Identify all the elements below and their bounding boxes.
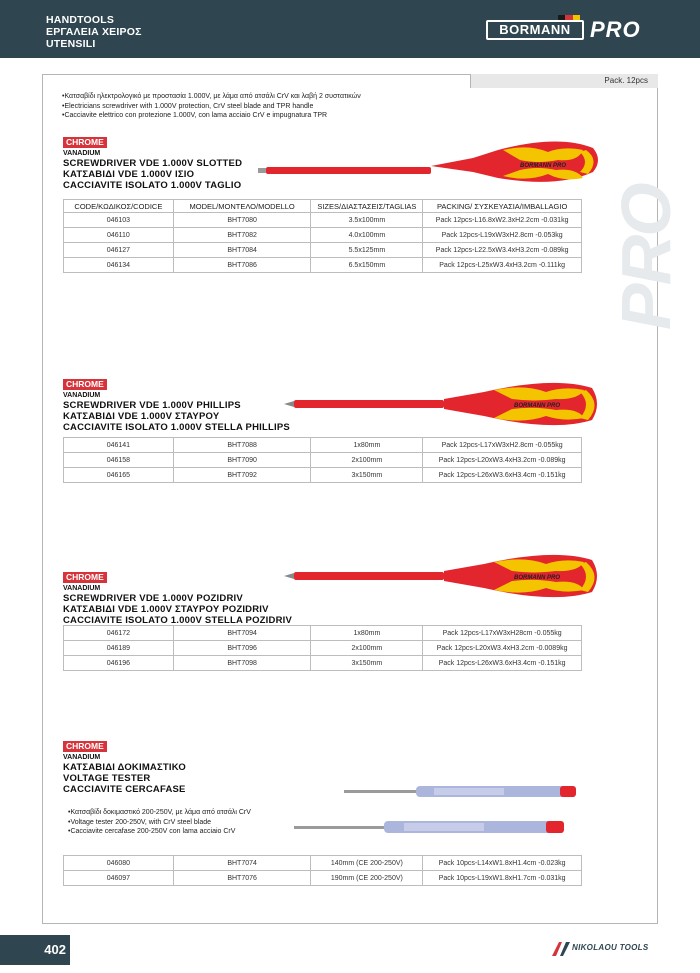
category-title-en: HANDTOOLS [46,14,115,26]
cell-size: 3.5x100mm [311,213,423,228]
cell-packing: Pack 12pcs-L19xW3xH2.8cm -0.053kg [423,228,582,243]
cell-code: 046141 [64,438,174,453]
cell-size: 190mm (CE 200-250V) [311,871,423,886]
brand-name: BORMANN [486,20,584,40]
brand-suffix: PRO [590,17,641,42]
section-title: VOLTAGE TESTER [63,773,151,784]
section-title: ΚΑΤΣΑΒΙΔΙ VDE 1.000V ΙΣΙΟ [63,169,195,180]
table-row [64,228,582,243]
intro-bullets [62,92,361,121]
cell-packing: Pack 12pcs-L25xW3.4xH3.2cm -0.111kg [423,258,582,273]
intro-bullet: • Κατσαβίδι ηλεκτρολογικό με προστασία 1.000V, με λάμα από ατσάλι CrV και λαβή 2 συστατικών [62,92,361,102]
cell-size: 3x150mm [311,468,423,483]
col-code: CODE/ΚΩΔΙΚΟΣ/CODICE [64,200,174,213]
cell-packing: Pack 12pcs-L17xW3xH28cm -0.055kg [423,626,582,641]
cell-packing: Pack 12pcs-L22.5xW3.4xH3.2cm -0.089kg [423,243,582,258]
voltage-tester-image [294,772,594,842]
cell-code: 046158 [64,453,174,468]
section-title: CACCIAVITE ISOLATO 1.000V TAGLIO [63,180,242,191]
cell-size: 3x150mm [311,656,423,671]
section-title: SCREWDRIVER VDE 1.000V SLOTTED [63,158,243,169]
section-pozidriv [63,567,292,626]
cell-code: 046172 [64,626,174,641]
cell-size: 4.0x100mm [311,228,423,243]
cell-code: 046196 [64,656,174,671]
tester-bullets [68,808,251,837]
cell-packing: Pack 10pcs-L19xW1.8xH1.7cm -0.031kg [423,871,582,886]
section-title: SCREWDRIVER VDE 1.000V POZIDRIV [63,593,243,604]
slotted-screwdriver-image [258,130,603,198]
cell-model: BHT7094 [173,626,311,641]
cell-packing: Pack 12pcs-L20xW3.4xH3.2cm -0.0089kg [423,641,582,656]
handle-brand: BORMANN PRO [514,403,560,409]
vanadium-label: VANADIUM [63,150,101,157]
cell-model: BHT7086 [173,258,311,273]
voltage-tester-table [63,855,582,886]
table-row [64,871,582,886]
cell-model: BHT7088 [173,438,311,453]
chrome-badge: CHROME [63,379,107,390]
footer-brand: NIKOLAOU TOOLS [572,943,649,952]
cell-size: 2x100mm [311,641,423,656]
table-row [64,656,582,671]
vanadium-label: VANADIUM [63,392,101,399]
slotted-table [63,199,582,273]
cell-size: 1x80mm [311,626,423,641]
cell-model: BHT7080 [173,213,311,228]
cell-packing: Pack 12pcs-L26xW3.6xH3.4cm -0.151kg [423,656,582,671]
pozidriv-table [63,625,582,671]
table-row [64,626,582,641]
table-row [64,453,582,468]
page-header [0,0,700,58]
section-voltage-tester [63,736,186,795]
cell-size: 140mm (CE 200-250V) [311,856,423,871]
cell-code: 046127 [64,243,174,258]
chrome-badge: CHROME [63,137,107,148]
cell-code: 046110 [64,228,174,243]
section-slotted [63,132,242,191]
section-title: SCREWDRIVER VDE 1.000V PHILLIPS [63,400,241,411]
cell-model: BHT7076 [173,871,311,886]
section-title: ΚΑΤΣΑΒΙΔΙ VDE 1.000V ΣΤΑΥΡΟΥ POZIDRIV [63,604,269,615]
cell-packing: Pack 12pcs-L17xW3xH2.8cm -0.055kg [423,438,582,453]
cell-model: BHT7098 [173,656,311,671]
cell-size: 6.5x150mm [311,258,423,273]
handle-brand: BORMANN PRO [514,575,560,581]
tester-bullet: • Voltage tester 200-250V, with CrV steel blade [68,818,251,828]
cell-model: BHT7074 [173,856,311,871]
cell-code: 046103 [64,213,174,228]
pozidriv-screwdriver-image [284,546,604,606]
bormann-pro-logo [486,18,658,44]
section-title: ΚΑΤΣΑΒΙΔΙ ΔΟΚΙΜΑΣΤΙΚΟ [63,762,186,773]
cell-model: BHT7092 [173,468,311,483]
section-title: CACCIAVITE CERCAFASE [63,784,186,795]
nikolaou-mark-icon [552,942,570,956]
cell-model: BHT7090 [173,453,311,468]
vanadium-label: VANADIUM [63,585,101,592]
chrome-badge: CHROME [63,741,107,752]
cell-packing: Pack 12pcs-L26xW3.6xH3.4cm -0.151kg [423,468,582,483]
cell-model: BHT7082 [173,228,311,243]
category-title-it: UTENSILI [46,38,96,50]
phillips-table [63,437,582,483]
section-title: CACCIAVITE ISOLATO 1.000V STELLA POZIDRIV [63,615,293,626]
nikolaou-tools-logo [552,941,658,957]
chrome-badge: CHROME [63,572,107,583]
section-phillips [63,374,290,433]
phillips-screwdriver-image [284,374,604,434]
vanadium-label: VANADIUM [63,754,101,761]
table-row [64,213,582,228]
cell-code: 046189 [64,641,174,656]
flag-stripes [558,15,580,20]
cell-packing: Pack 10pcs-L14xW1.8xH1.4cm -0.023kg [423,856,582,871]
table-row [64,438,582,453]
table-row [64,641,582,656]
cell-model: BHT7096 [173,641,311,656]
table-row [64,856,582,871]
page-number: 402 [0,935,70,965]
intro-bullet: • Cacciavite elettrico con protezione 1.000V, con lama acciaio CrV e impugnatura TPR [62,111,361,121]
cell-code: 046097 [64,871,174,886]
section-title: ΚΑΤΣΑΒΙΔΙ VDE 1.000V ΣΤΑΥΡΟΥ [63,411,220,422]
cell-size: 2x100mm [311,453,423,468]
cell-size: 5.5x125mm [311,243,423,258]
cell-model: BHT7084 [173,243,311,258]
cell-code: 046080 [64,856,174,871]
table-row [64,243,582,258]
handle-brand: BORMANN PRO [520,163,566,169]
pro-watermark: PRO [607,184,685,330]
section-title: CACCIAVITE ISOLATO 1.000V STELLA PHILLIPS [63,422,290,433]
table-row [64,258,582,273]
tester-bullet: • Κατσαβίδι δοκιμαστικό 200-250V, με λάμα από ατσάλι CrV [68,808,251,818]
intro-bullet: • Electricians screwdriver with 1.000V protection, CrV steel blade and TPR handle [62,102,361,112]
col-model: MODEL/ΜΟΝΤΕΛΟ/MODELLO [173,200,311,213]
category-title-el: ΕΡΓΑΛΕΙΑ ΧΕΙΡΟΣ [46,26,142,38]
cell-code: 046165 [64,468,174,483]
category-titles [46,14,142,50]
col-packing: PACKING/ ΣΥΣΚΕΥΑΣΙΑ/IMBALLAGIO [423,200,582,213]
tester-bullet: • Cacciavite cercafase 200-250V con lama acciaio CrV [68,827,251,837]
cell-packing: Pack 12pcs-L20xW3.4xH3.2cm -0.089kg [423,453,582,468]
cell-packing: Pack 12pcs-L16.8xW2.3xH2.2cm -0.031kg [423,213,582,228]
pack-label: Pack. 12pcs [470,74,658,88]
cell-code: 046134 [64,258,174,273]
cell-size: 1x80mm [311,438,423,453]
table-row [64,468,582,483]
col-sizes: SIZES/ΔΙΑΣΤΑΣΕΙΣ/TAGLIAS [311,200,423,213]
